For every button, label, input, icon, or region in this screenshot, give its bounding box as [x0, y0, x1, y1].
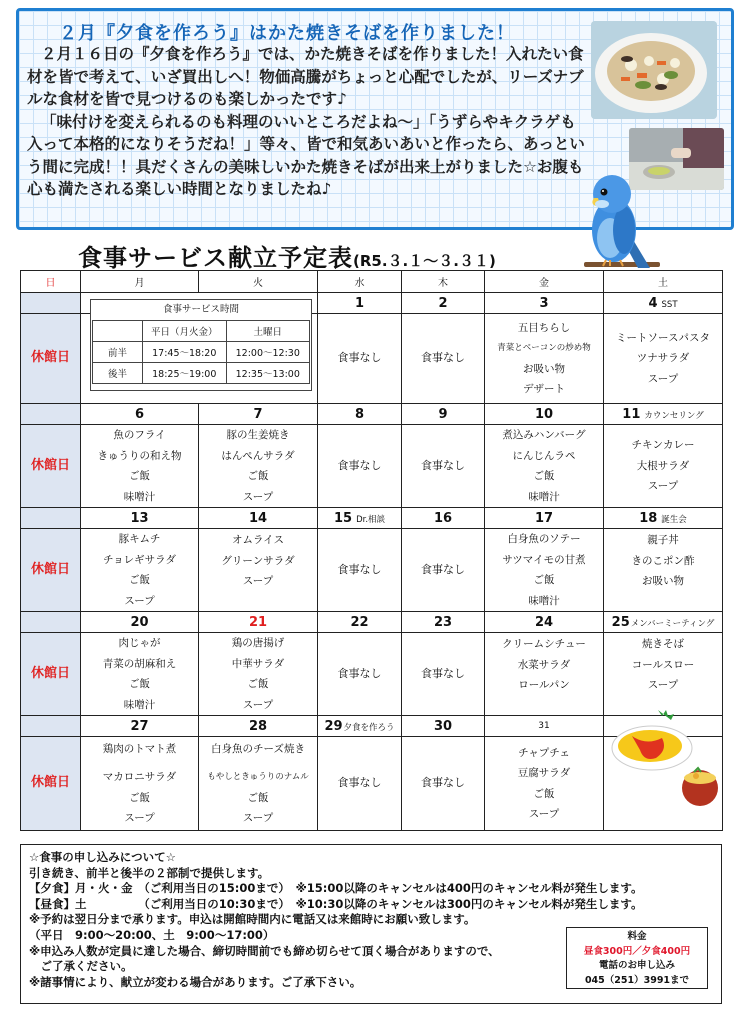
menu-item: 大根サラダ [636, 459, 690, 472]
date-cell: 28 [199, 716, 318, 737]
menu-item: ご飯 [247, 470, 269, 482]
date-cell: 31 [485, 716, 604, 737]
weekday-header: 火 [199, 271, 318, 293]
menu-item: クリームシチュー [502, 638, 586, 650]
omelette-illustration [610, 706, 722, 818]
hours-row-label: 後半 [93, 363, 143, 384]
date-number: 18 [639, 510, 658, 526]
date-cell: 2 [402, 293, 485, 314]
date-event: カウンセリング [644, 410, 704, 421]
date-row [21, 508, 723, 529]
menu-cell [485, 633, 604, 716]
menu-item: スープ [242, 698, 274, 711]
no-meal-cell: 食事なし [318, 529, 402, 612]
no-meal-cell: 食事なし [402, 633, 485, 716]
menu-item: 味噌汁 [123, 490, 156, 503]
menu-cell [199, 425, 318, 508]
menu-item: マカロニサラダ [102, 771, 177, 783]
menu-item: 魚のフライ [113, 429, 166, 441]
menu-item: 五目ちらし [517, 321, 571, 334]
closed-day-cell: 休館日 [21, 314, 81, 404]
weekday-header: 水 [318, 271, 402, 293]
menu-item: 鶏の唐揚げ [231, 637, 285, 649]
info-line: 引き続き、前半と後半の２部制で提供します。 [29, 865, 270, 880]
info-line: 【昼食】土 （ご利用当日の10:30まで） ※10:30以降のキャンセルは300円のキャンセル料が発生します。 [29, 896, 643, 911]
no-meal-cell: 食事なし [318, 425, 402, 508]
menu-item: 味噌汁 [528, 594, 560, 607]
event-report-title: ２月『夕食を作ろう』はかた焼きそばを作りました！ [59, 23, 515, 44]
date-cell: 8 [318, 404, 402, 425]
hours-col-weekday: 平日（月火金） [143, 321, 227, 342]
menu-row [21, 425, 723, 508]
menu-cell [199, 737, 318, 831]
date-cell: 21 [199, 612, 318, 633]
date-cell: 10 [485, 404, 604, 425]
menu-item: お吸い物 [642, 575, 684, 587]
menu-cell [604, 529, 723, 612]
no-meal-cell: 食事なし [402, 737, 485, 831]
menu-cell [485, 425, 604, 508]
hours-col-saturday: 土曜日 [226, 321, 310, 342]
weekday-header: 日 [21, 271, 81, 293]
menu-item: 青菜とベーコンの炒め物 [497, 343, 591, 353]
info-line: ご了承ください。 [29, 959, 133, 974]
menu-spacer [199, 759, 317, 767]
event-report-paragraph: 「味付けを変えられるのも料理のいいところだよね～」「うずらやキクラゲも入って本格的になりそうだね！」等々、皆で和気あいあいと作ったら、あっという間に完成！！具だくさんの美味しいかた焼きそばが出来上がりました☆お腹も心も満たされる楽しい時間となりましたね♪ [27, 112, 585, 198]
info-line: （平日 9:00～20:00、土 9:00～17:00） [29, 927, 275, 942]
event-report-body [27, 43, 587, 201]
menu-item: ご飯 [247, 678, 269, 690]
no-meal-cell: 食事なし [402, 425, 485, 508]
service-hours-table [92, 320, 310, 384]
date-event: 誕生会 [661, 514, 687, 525]
menu-item: 豚の生姜焼き [226, 429, 290, 441]
fee-title: 料金 [627, 931, 647, 942]
closed-day-cell: 休館日 [21, 633, 81, 716]
date-cell [318, 716, 402, 737]
date-number: 25 [611, 614, 630, 630]
menu-cell [604, 314, 723, 404]
date-cell [604, 293, 723, 314]
menu-item: 豆腐サラダ [517, 767, 571, 779]
info-line: ※申込み人数が定員に達した場合、締切時間前でも締め切らせて頂く場合がありますので、 [29, 943, 500, 958]
date-event: Dr.相談 [356, 514, 386, 525]
hours-value: 12:00～12:30 [226, 342, 310, 363]
menu-item: ロールパン [518, 679, 570, 691]
menu-spacer [81, 759, 198, 767]
menu-item: スープ [124, 594, 155, 607]
menu-item: ご飯 [129, 470, 150, 482]
menu-cell [81, 529, 199, 612]
fee-box [566, 927, 708, 989]
date-number: 11 [622, 406, 641, 422]
menu-item: オムライス [231, 534, 285, 546]
date-cell [318, 508, 402, 529]
menu-item: スープ [242, 575, 274, 587]
menu-item: スープ [647, 679, 679, 691]
hours-row-label: 前半 [93, 342, 143, 363]
menu-item: 肉じゃが [118, 637, 161, 649]
menu-row [21, 633, 723, 716]
date-cell: 14 [199, 508, 318, 529]
menu-item: ご飯 [533, 787, 555, 800]
date-cell: 22 [318, 612, 402, 633]
closed-day-cell: 休館日 [21, 425, 81, 508]
fee-phone-label: 電話のお申し込み [598, 960, 675, 971]
hours-row [93, 363, 310, 384]
menu-item: サツマイモの甘煮 [502, 553, 586, 566]
date-event: メンバーミーティング [630, 618, 715, 629]
date-cell [21, 612, 81, 633]
date-number: 29 [324, 718, 343, 734]
date-cell: 9 [402, 404, 485, 425]
date-cell: 3 [485, 293, 604, 314]
info-line: ※諸事情により、献立が変わる場合があります。ご了承下さい。 [29, 974, 362, 989]
menu-cell [485, 314, 604, 404]
menu-item: ご飯 [533, 574, 555, 586]
date-event: SST [661, 299, 678, 310]
hours-corner [93, 321, 143, 342]
date-row [21, 612, 723, 633]
parakeet-illustration [580, 168, 662, 278]
fee-price: 昼食300円／夕食400円 [583, 945, 691, 957]
menu-cell [81, 633, 199, 716]
weekday-header: 月 [81, 271, 199, 293]
service-hours-caption: 食事サービス時間 [162, 304, 239, 315]
date-cell: 27 [81, 716, 199, 737]
menu-cell [485, 529, 604, 612]
date-cell: 6 [81, 404, 199, 425]
menu-item: 水菜サラダ [517, 658, 571, 671]
date-cell: 1 [318, 293, 402, 314]
service-hours-box [90, 299, 312, 391]
menu-title-text: 食事サービス献立予定表 [78, 244, 353, 272]
no-meal-cell: 食事なし [318, 633, 402, 716]
date-cell [21, 404, 81, 425]
menu-item: チキンカレー [631, 439, 695, 452]
menu-cell [604, 633, 723, 716]
date-cell [604, 404, 723, 425]
menu-item: 中華サラダ [231, 657, 285, 670]
date-event: 夕食を作ろう [343, 722, 395, 733]
menu-cell [199, 529, 318, 612]
menu-item: スープ [124, 812, 155, 824]
hours-value: 12:35～13:00 [226, 363, 310, 384]
menu-item: スープ [242, 812, 274, 824]
menu-item: ご飯 [533, 470, 555, 482]
no-meal-cell: 食事なし [402, 314, 485, 404]
hours-value: 17:45～18:20 [143, 342, 227, 363]
menu-cell [81, 737, 199, 831]
date-number: 15 [333, 510, 353, 526]
menu-item: 煮込みハンバーグ [502, 429, 586, 441]
date-cell [604, 508, 723, 529]
menu-cell [199, 633, 318, 716]
date-cell [21, 716, 81, 737]
info-line: ☆食事の申し込みについて☆ [29, 850, 176, 864]
menu-item: デザート [523, 383, 565, 395]
menu-item: きのこポン酢 [631, 554, 695, 567]
menu-item: 鶏肉のトマト煮 [102, 742, 177, 755]
menu-item: ご飯 [247, 791, 269, 804]
date-cell [604, 612, 723, 633]
no-meal-cell: 食事なし [318, 314, 402, 404]
menu-item: スープ [242, 490, 274, 503]
menu-item: にんじんラペ [512, 449, 576, 462]
menu-item: 味噌汁 [528, 490, 560, 503]
menu-item: スープ [647, 480, 679, 493]
weekday-header: 木 [402, 271, 485, 293]
menu-item: ミートソースパスタ [616, 331, 710, 344]
menu-item: コールスロー [631, 658, 695, 671]
menu-item: 白身魚のソテー [507, 533, 581, 545]
menu-period: (R5.３.１～３.３１) [353, 252, 496, 270]
date-cell: 24 [485, 612, 604, 633]
date-number: 4 [648, 295, 658, 311]
menu-item: ご飯 [129, 574, 150, 586]
hours-row [93, 342, 310, 363]
menu-item: ツナサラダ [636, 352, 690, 365]
closed-day-cell: 休館日 [21, 529, 81, 612]
info-line: 【夕食】月・火・金 （ご利用当日の15:00まで） ※15:00以降のキャンセルは400円のキャンセル料が発生します。 [29, 881, 643, 896]
menu-item: きゅうりの和え物 [97, 449, 182, 462]
menu-item: グリーンサラダ [221, 554, 295, 567]
weekday-header: 金 [485, 271, 604, 293]
date-cell: 13 [81, 508, 199, 529]
event-report-paragraph: ２月１６日の『夕食を作ろう』では、かた焼きそばを作りました！入れたい食材を皆で考えて、いざ買出しへ！物価高騰がちょっと心配でしたが、リーズナブルな食材を皆で見つけるのも楽しかったです♪ [27, 45, 584, 108]
yakisoba-photo [591, 21, 717, 119]
menu-item: チョレギサラダ [102, 553, 177, 566]
menu-item: 焼きそば [642, 638, 684, 650]
menu-item: はんぺんサラダ [221, 449, 295, 462]
hours-header-row [93, 321, 310, 342]
date-cell: 16 [402, 508, 485, 529]
date-cell [21, 293, 81, 314]
menu-item: 味噌汁 [123, 698, 156, 711]
menu-item: スープ [647, 372, 679, 385]
menu-cell [485, 737, 604, 831]
weekday-header: 土 [604, 271, 723, 293]
menu-row [21, 529, 723, 612]
date-cell [21, 508, 81, 529]
menu-item: もやしときゅうりのナムル [207, 772, 309, 782]
menu-item: チャプチェ [518, 746, 570, 759]
menu-item: お吸い物 [523, 362, 565, 375]
closed-day-cell: 休館日 [21, 737, 81, 831]
date-cell: 7 [199, 404, 318, 425]
menu-item: スープ [528, 808, 560, 820]
menu-item: 豚キムチ [118, 533, 161, 545]
menu-item: 青菜の胡麻和え [102, 657, 177, 670]
fee-phone-number: 045（251）3991まで [584, 974, 690, 986]
no-meal-cell: 食事なし [318, 737, 402, 831]
no-meal-cell: 食事なし [402, 529, 485, 612]
date-row [21, 404, 723, 425]
menu-item: ご飯 [129, 678, 150, 690]
menu-cell [604, 425, 723, 508]
menu-title [78, 238, 496, 273]
date-cell: 17 [485, 508, 604, 529]
menu-cell [81, 425, 199, 508]
hours-value: 18:25～19:00 [143, 363, 227, 384]
date-cell: 30 [402, 716, 485, 737]
date-cell: 23 [402, 612, 485, 633]
date-cell: 20 [81, 612, 199, 633]
menu-item: 白身魚のチーズ焼き [211, 742, 305, 755]
menu-item: 親子丼 [647, 534, 679, 546]
info-line: ※予約は翌日分まで承ります。申込は開館時間内に電話又は来館時にお願い致します。 [29, 912, 476, 927]
menu-item: ご飯 [129, 791, 150, 804]
